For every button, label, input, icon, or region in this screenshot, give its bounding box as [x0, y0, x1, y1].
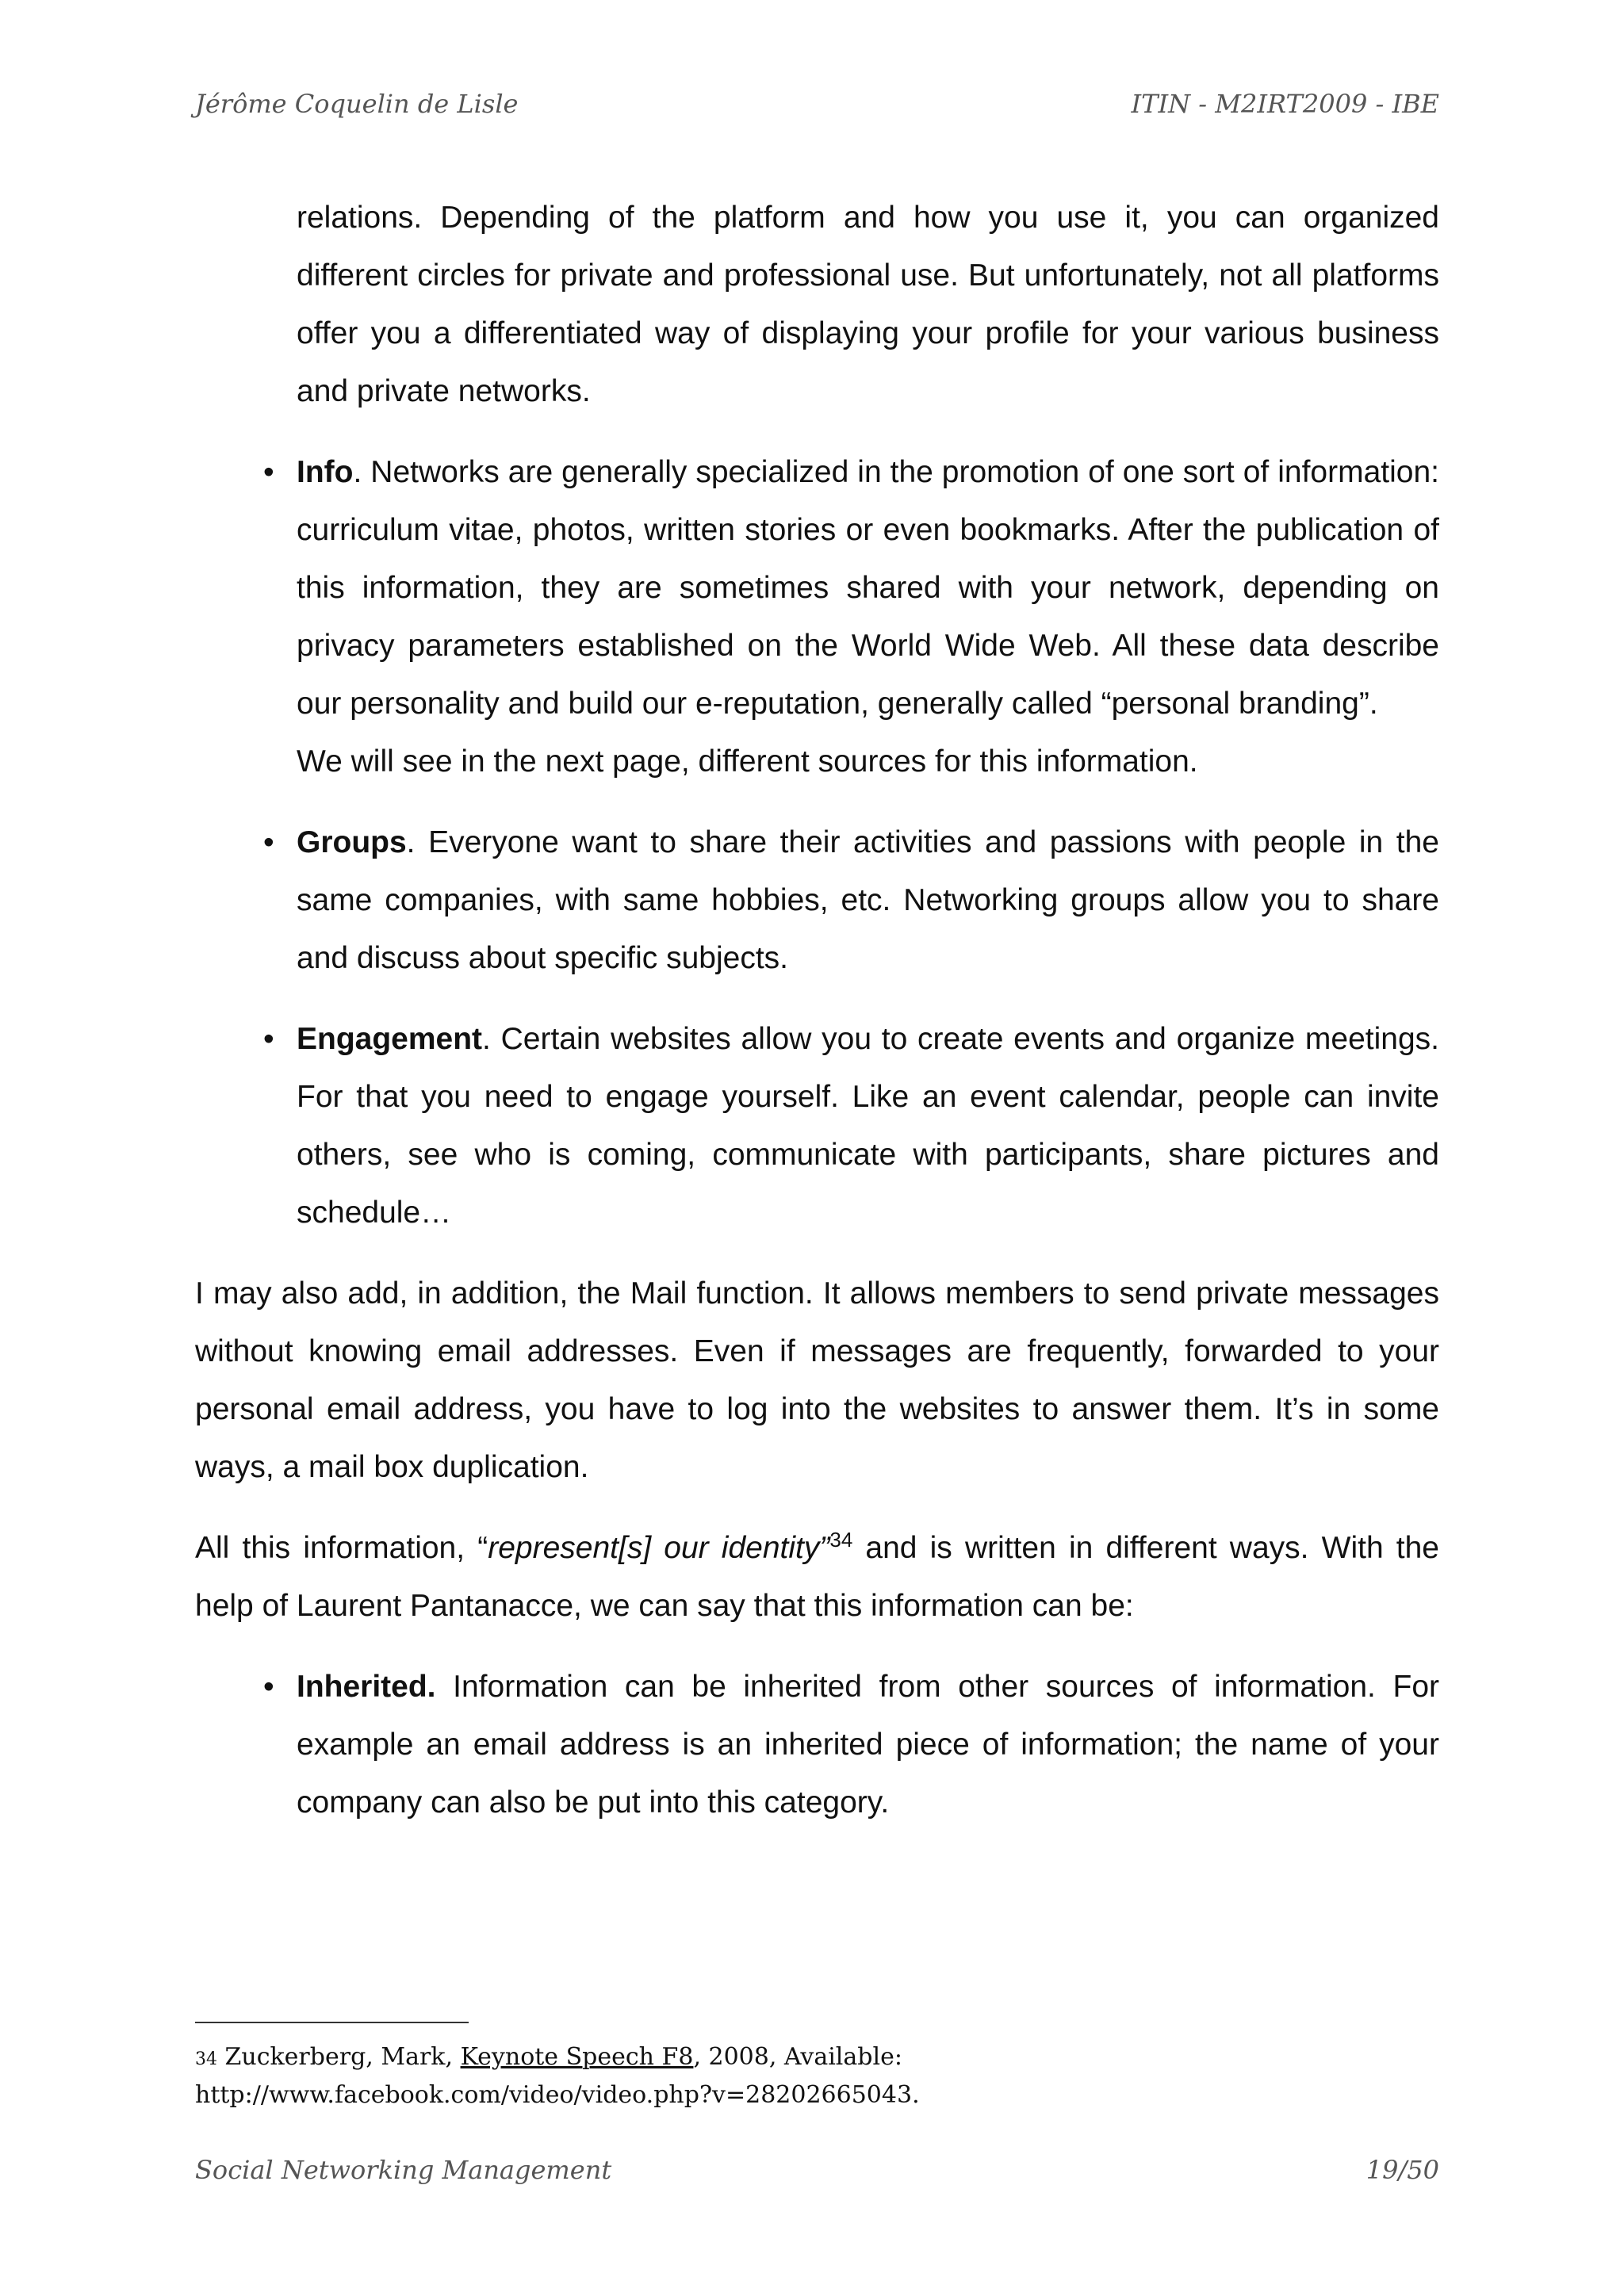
- footnote-author: Zuckerberg, Mark,: [217, 2043, 461, 2071]
- footnote-title-link[interactable]: Keynote Speech F8: [460, 2043, 694, 2071]
- page-body: [195, 189, 1439, 1854]
- page-number: 19/50: [1365, 2155, 1439, 2185]
- term-engagement: Engagement: [297, 1022, 483, 1056]
- info-note: We will see in the next page, different sources for this information.: [297, 744, 1198, 779]
- footnote-url[interactable]: http://www.facebook.com/video/video.php?v=28202665043.: [195, 2081, 920, 2109]
- list-item-inherited: [195, 1658, 1439, 1831]
- list-item-info: [195, 443, 1439, 790]
- info-description: . Networks are generally specialized in the promotion of one sort of information: curriculum vitae, photos, written stories or even bookmarks. After the publication of this information, they are sometimes shared with your network, depending on privacy parameters established on the World Wide Web. All these data describe our personality and build our e-reputation, generally called “personal branding”.: [297, 455, 1439, 721]
- footnote-details: , 2008, Available:: [693, 2043, 902, 2071]
- list-item-groups: [195, 813, 1439, 987]
- bullet-icon: •: [263, 455, 274, 489]
- footnote-divider: [195, 2022, 469, 2023]
- bullet-icon: •: [263, 825, 274, 859]
- bullet-icon: •: [263, 1022, 274, 1056]
- term-info: Info: [297, 455, 354, 489]
- inherited-description: Information can be inherited from other sources of information. For example an email address is an inherited piece of information; the name of your company can also be put into this category.: [297, 1670, 1439, 1820]
- identity-text-after: and is written in different ways. With the help of Laurent Pantanacce, we can say that this information can be:: [195, 1531, 1439, 1623]
- list-item-engagement: [195, 1010, 1439, 1242]
- running-footer-title: Social Networking Management: [195, 2155, 612, 2185]
- footnote-number: 34: [195, 2049, 217, 2069]
- identity-text-before: All this information, “: [195, 1531, 488, 1565]
- information-type-list: [195, 1658, 1439, 1831]
- term-inherited: Inherited.: [297, 1670, 436, 1704]
- mail-paragraph: I may also add, in addition, the Mail function. It allows members to send private messages without knowing email addresses. Even if messages are frequently, forwarded to your personal email address, you have to log into the websites to answer them. It’s in some ways, a mail box duplication.: [195, 1276, 1439, 1484]
- footnote-reference[interactable]: 34: [829, 1528, 853, 1552]
- identity-paragraph: [195, 1519, 1439, 1635]
- term-groups: Groups: [297, 825, 407, 859]
- identity-quote: represent[s] our identity”: [488, 1531, 830, 1565]
- bullet-icon: •: [263, 1670, 274, 1704]
- running-header-author: Jérôme Coquelin de Lisle: [195, 89, 519, 119]
- groups-description: . Everyone want to share their activities and passions with people in the same companies, with same hobbies, etc. Networking groups allow you to share and discuss about specific subjects.: [297, 825, 1439, 975]
- footnote: [195, 2039, 1439, 2113]
- engagement-description: . Certain websites allow you to create events and organize meetings. For that you need to engage yourself. Like an event calendar, people can invite others, see who is coming, communicate with participants, share pictures and schedule…: [297, 1022, 1439, 1230]
- feature-list: [195, 443, 1439, 1242]
- continuation-paragraph: relations. Depending of the platform and how you use it, you can organized different circles for private and professional use. But unfortunately, not all platforms offer you a differentiated way of displaying your profile for your various business and private networks.: [297, 201, 1439, 408]
- running-header-course: ITIN - M2IRT2009 - IBE: [1131, 89, 1439, 119]
